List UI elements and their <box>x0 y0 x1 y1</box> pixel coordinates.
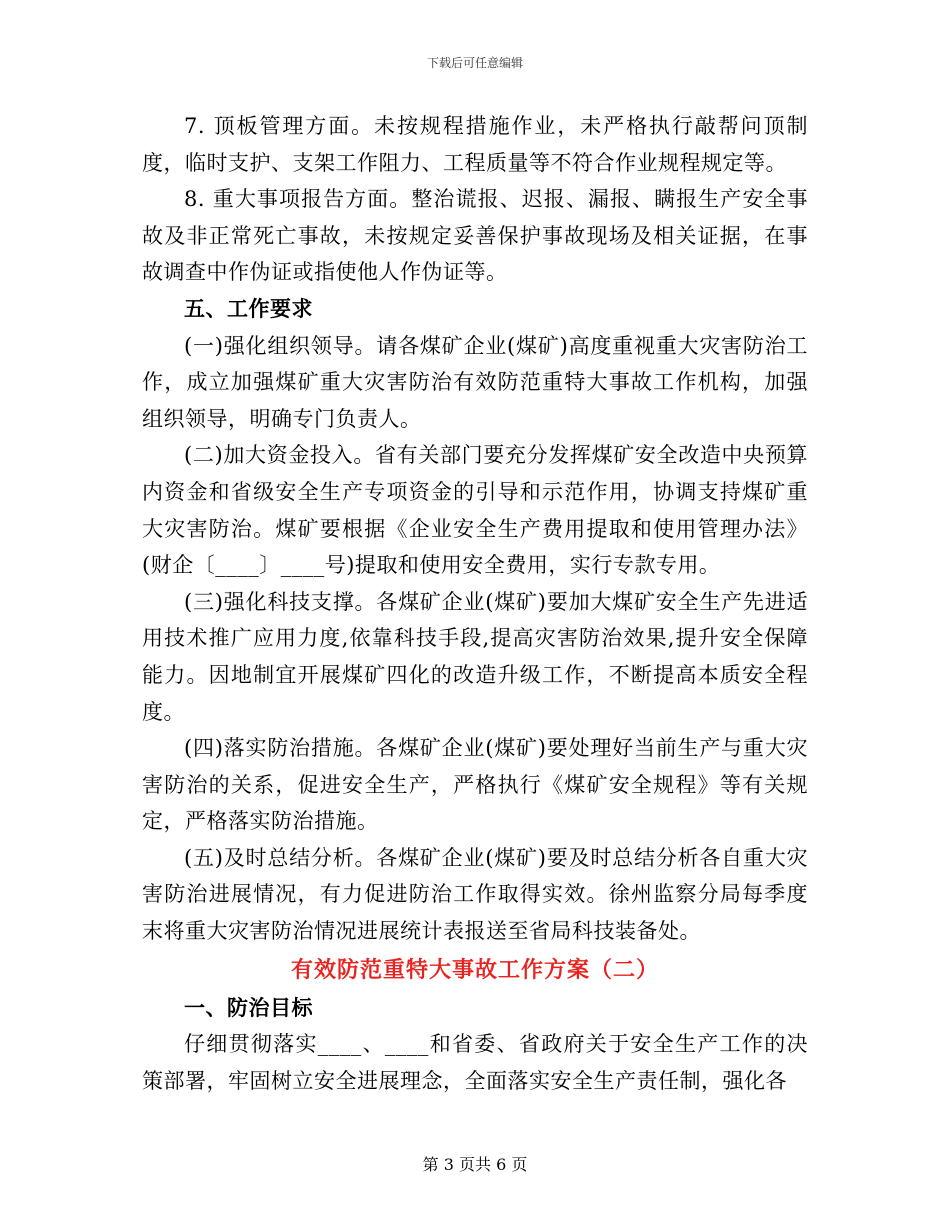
paragraph-measures: (四)落实防治措施。各煤矿企业(煤矿)要处理好当前生产与重大灾害防治的关系，促进安全生产，严格执行《煤矿安全规程》等有关规定，严格落实防治措施。 <box>142 736 808 834</box>
paragraph-goals-text: 仔细贯彻落实____、____和省委、省政府关于安全生产工作的决策部署，牢固树立安全进展理念，全面落实安全生产责任制，强化各 <box>142 1032 808 1093</box>
section-heading-goals: 一、防治目标 <box>184 994 313 1020</box>
paragraph-major-reporting: 8. 重大事项报告方面。整治谎报、迟报、漏报、瞒报生产安全事故及非正常死亡事故，未按规定妥善保护事故现场及相关证据，在事故调查中作伪证或指使他人作伪证等。 <box>142 187 808 285</box>
paragraph-organization: (一)强化组织领导。请各煤矿企业(煤矿)高度重视重大灾害防治工作，成立加强煤矿重大灾害防治有效防范重特大事故工作机构，加强组织领导，明确专门负责人。 <box>142 333 808 431</box>
paragraph-roof-management: 7. 顶板管理方面。未按规程措施作业，未严格执行敲帮问顶制度，临时支护、支架工作阻力、工程质量等不符合作业规程规定等。 <box>142 114 808 175</box>
document-body <box>142 108 808 1099</box>
section-heading-work-requirements: 五、工作要求 <box>184 295 313 321</box>
paragraph-summary: (五)及时总结分析。各煤矿企业(煤矿)要及时总结分析各自重大灾害防治进展情况，有力促进防治工作取得实效。徐州监察分局每季度末将重大灾害防治情况进展统计表报送至省局科技装备处。 <box>142 845 808 944</box>
page-footer: 第 3 页共 6 页 <box>422 1155 528 1174</box>
page-header: 下载后可任意编辑 <box>426 56 523 70</box>
paragraph-funding: (二)加大资金投入。省有关部门要充分发挥煤矿安全改造中央预算内资金和省级安全生产专项资金的引导和示范作用，协调支持煤矿重大灾害防治。煤矿要根据《企业安全生产费用提取和使用管理办法》(财企〔____〕____号)提取和使用安全费用，实行专款专用。 <box>142 443 808 578</box>
paragraph-technology: (三)强化科技支撑。各煤矿企业(煤矿)要加大煤矿安全生产先进适用技术推广应用力度,依靠科技手段,提高灾害防治效果,提升安全保障能力。因地制宜开展煤矿四化的改造升级工作，不断提高本质安全程度。 <box>142 589 808 724</box>
document-title: 有效防范重特大事故工作方案（二） <box>290 956 659 983</box>
